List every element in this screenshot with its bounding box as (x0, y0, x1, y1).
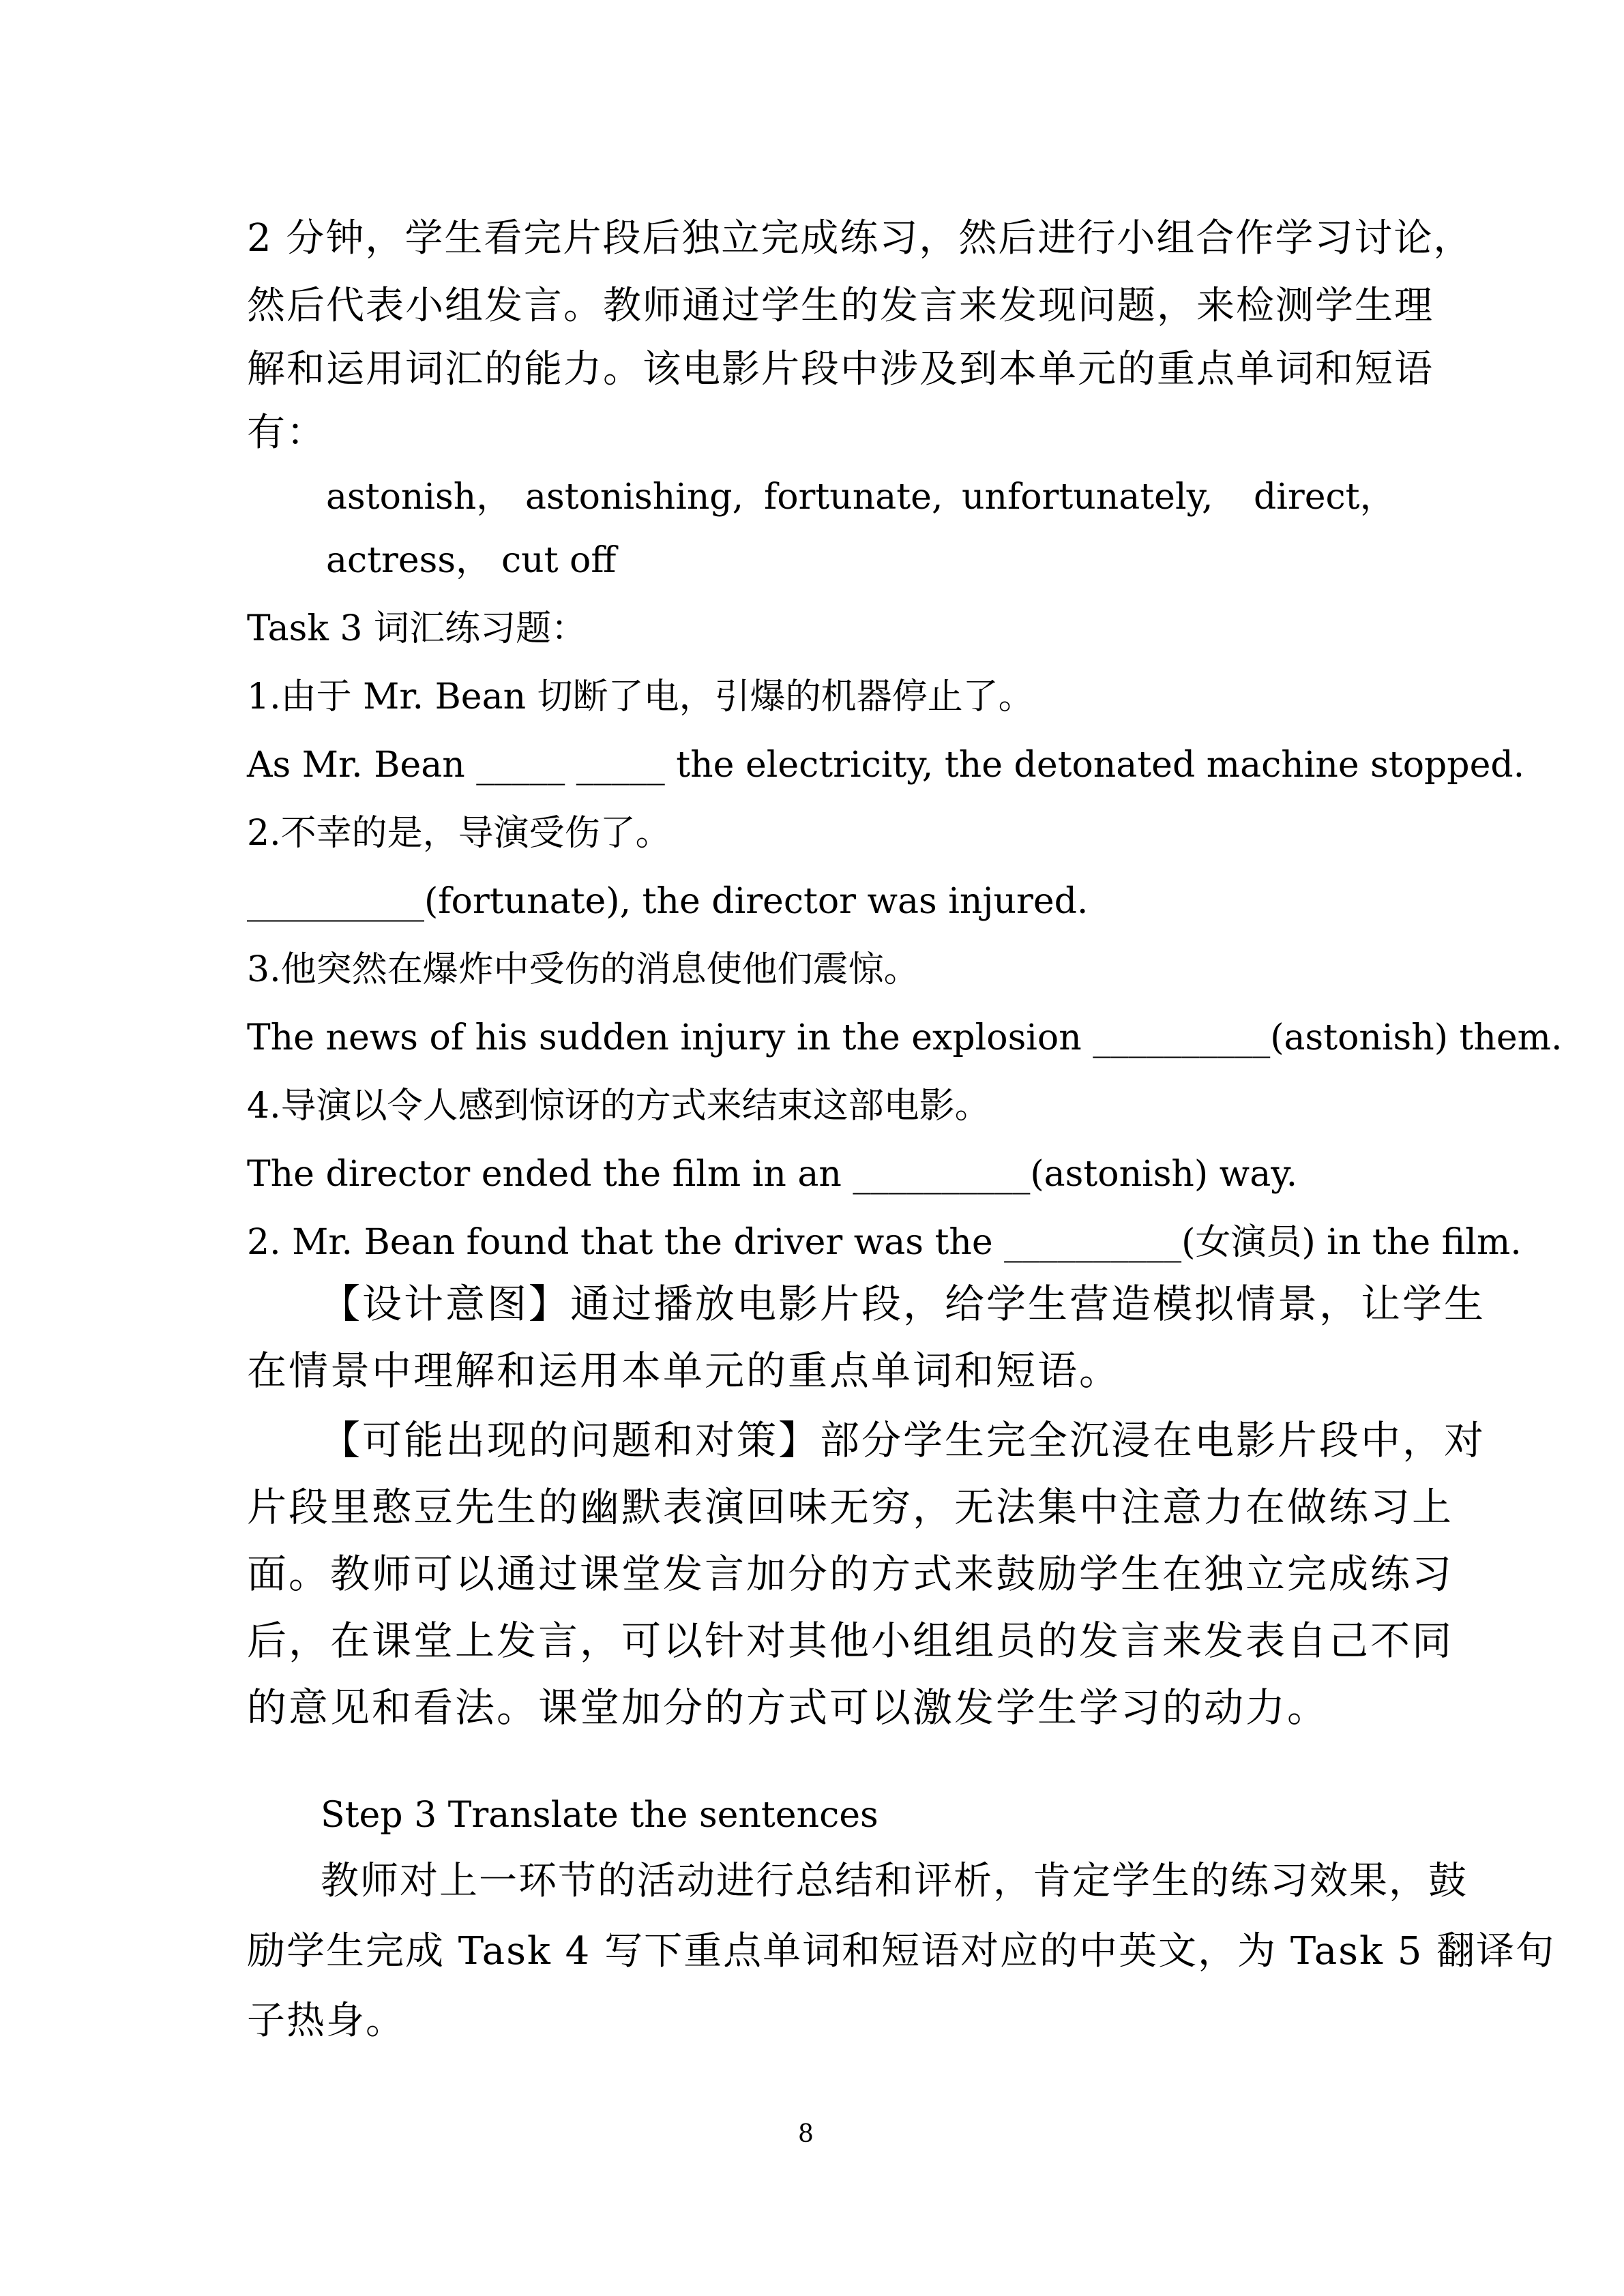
problems-line-1: 【可能出现的问题和对策】部分学生完全沉浸在电影片段中，对 (321, 1417, 1486, 1463)
intro-line-1: 2 分钟，学生看完片段后独立完成练习，然后进行小组合作学习讨论， (247, 216, 1473, 260)
vocab-row-1 (0, 475, 1624, 519)
task3-q2-chinese: 2.不幸的是，导演受伤了。 (247, 813, 671, 854)
task3-q5: 2. Mr. Bean found that the driver was the __________(女演员) in the film. (247, 1222, 1522, 1263)
vocab-word: astonishing, (525, 477, 744, 518)
intro-line-3: 解和运用词汇的能力。该电影片段中涉及到本单元的重点单词和短语 (247, 347, 1434, 391)
step3-title: Step 3 Translate the sentences (321, 1795, 879, 1836)
task3-q4-chinese: 4.导演以令人感到惊讶的方式来结束这部电影。 (247, 1086, 990, 1127)
vocab-word: direct， (1254, 477, 1396, 518)
task3-q3-english: The news of his sudden injury in the explosion __________(astonish) them. (247, 1017, 1563, 1058)
vocab-word: fortunate, (764, 477, 943, 518)
intro-line-4: 有： (247, 411, 326, 455)
problems-line-2: 片段里憨豆先生的幽默表演回味无穷，无法集中注意力在做练习上 (247, 1484, 1454, 1530)
vocab-word: unfortunately, (962, 477, 1213, 518)
intro-line-2: 然后代表小组发言。教师通过学生的发言来发现问题，来检测学生理 (247, 284, 1434, 328)
step3-line-1: 教师对上一环节的活动进行总结和评析，肯定学生的练习效果，鼓 (321, 1859, 1468, 1903)
problems-line-3: 面。教师可以通过课堂发言加分的方式来鼓励学生在独立完成练习 (247, 1551, 1454, 1597)
design-intent-line-1: 【设计意图】通过播放电影片段，给学生营造模拟情景，让学生 (321, 1281, 1486, 1327)
step3-line-3: 子热身。 (247, 1999, 405, 2043)
vocab-word: astonish， (326, 477, 512, 518)
vocab-word: cut off (501, 540, 617, 581)
step3-line-2: 励学生完成 Task 4 写下重点单词和短语对应的中英文，为 Task 5 翻译句 (247, 1929, 1556, 1973)
task3-q2-english: __________(fortunate), the director was injured. (247, 881, 1089, 922)
page-number: 8 (798, 2120, 814, 2148)
task3-q1-chinese: 1.由于 Mr. Bean 切断了电，引爆的机器停止了。 (247, 676, 1034, 717)
task3-q3-chinese: 3.他突然在爆炸中受伤的消息使他们震惊。 (247, 949, 919, 990)
task3-q4-english: The director ended the film in an __________(astonish) way. (247, 1154, 1298, 1195)
design-intent-line-2: 在情景中理解和运用本单元的重点单词和短语。 (247, 1347, 1121, 1394)
task3-title: Task 3 词汇练习题： (247, 608, 587, 649)
problems-line-5: 的意见和看法。课堂加分的方式可以激发学生学习的动力。 (247, 1684, 1329, 1731)
problems-line-4: 后，在课堂上发言，可以针对其他小组组员的发言来发表自己不同 (247, 1617, 1454, 1664)
vocab-row-2 (0, 539, 1624, 582)
vocab-word: actress， (326, 540, 492, 581)
task3-q1-english: As Mr. Bean _____ _____ the electricity, the detonated machine stopped. (247, 745, 1525, 786)
